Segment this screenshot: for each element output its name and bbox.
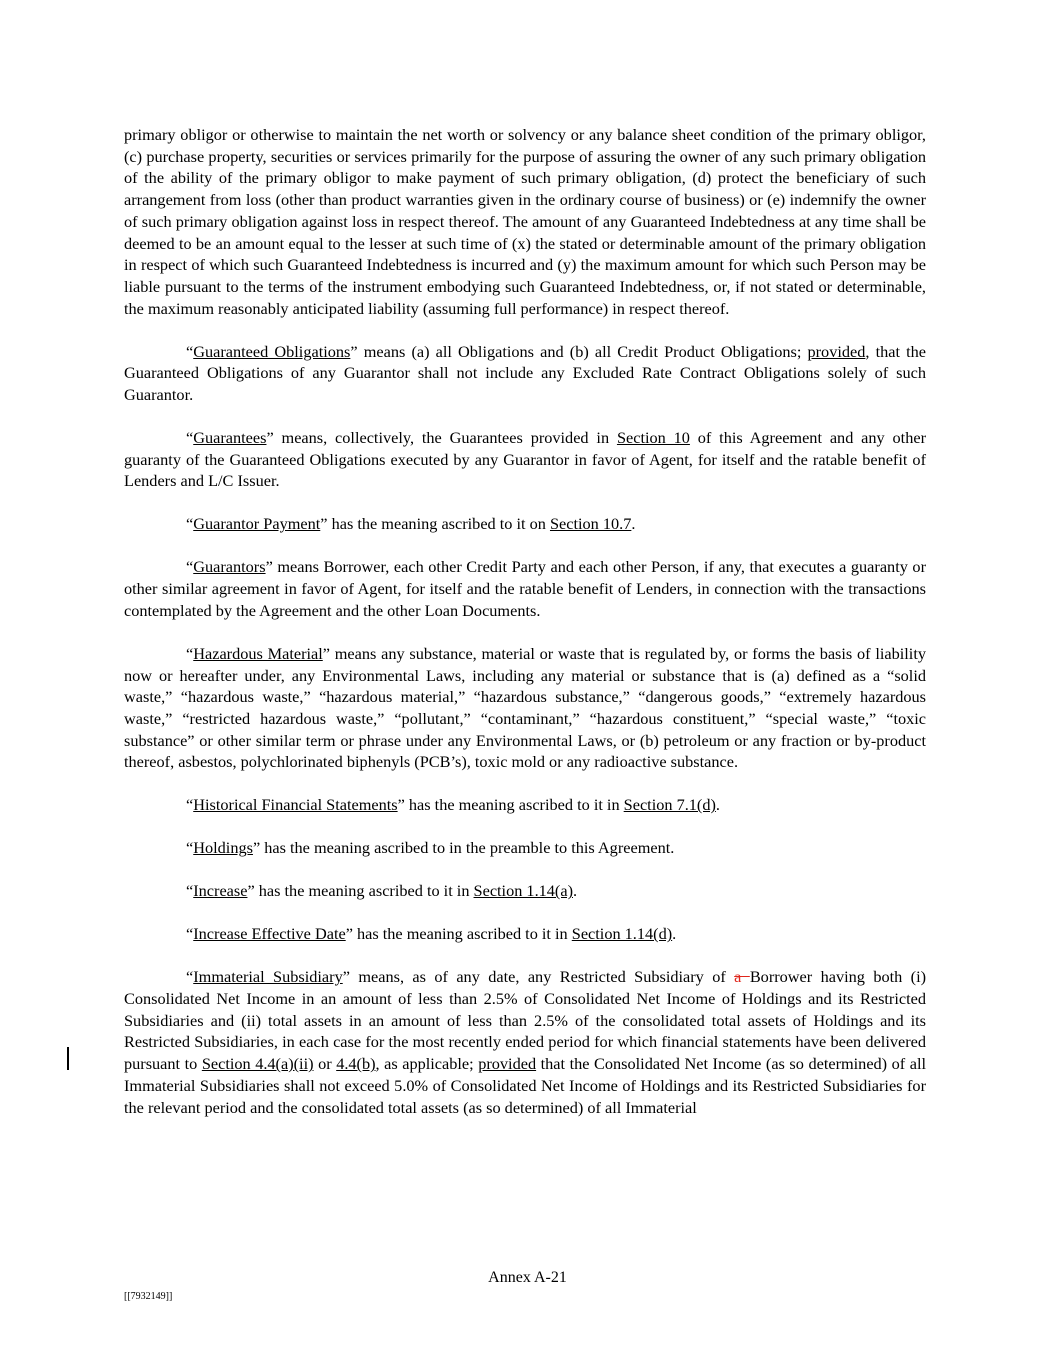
defined-term: Increase xyxy=(193,881,248,901)
open-quote: “ xyxy=(186,557,194,577)
definition-text: ” has the meaning ascribed to it on xyxy=(320,514,550,534)
section-reference: Section 1.14(d) xyxy=(571,924,673,944)
definition-text: ” means any substance, material or waste that is regulated by, or forms the basis of liability now or hereafter under, any Environmental Laws, including any material or substance that is (a) defined as a “solid waste,” “hazardous waste,” “hazardous material,” “hazardous substance,” “dangerous goods,” “extremely hazardous waste,” “restricted hazardous waste,” “pollutant,” “contaminant,” “hazardous constituent,” “special waste,” “toxic substance” or other similar term or phrase under any Environmental Laws, or (b) petroleum or any fraction or by-product thereof, asbestos, polychlorinated biphenyls (PCB’s), toxic mold or any radioactive substance. xyxy=(124,643,926,772)
open-quote: “ xyxy=(186,924,194,944)
definition-text: ” has the meaning ascribed to in the preamble to this Agreement. xyxy=(252,838,675,858)
definition-text: . xyxy=(573,881,578,901)
definition-text: ” means, as of any date, any Restricted Subsidiary of xyxy=(342,967,735,987)
definition-text: . xyxy=(715,795,720,815)
definition-increase-effective-date xyxy=(124,923,926,945)
definition-historical-financial-statements xyxy=(124,794,926,816)
provided-term: provided xyxy=(807,341,866,361)
definition-text: , as applicable; xyxy=(375,1054,479,1074)
section-reference: Section 10 xyxy=(616,428,690,448)
tracked-deletion: a xyxy=(734,967,750,987)
definition-text: ” has the meaning ascribed to it in xyxy=(397,795,624,815)
definition-text: ” means Borrower, each other Credit Party and each other Person, if any, that executes a guaranty or other similar agreement in favor of Agent, for itself and the ratable benefit of Lenders, in connection with the transactions contemplated by the Agreement and the other Loan Documents. xyxy=(124,557,926,620)
definition-guaranteed-obligations xyxy=(124,341,926,406)
defined-term: Guaranteed Obligations xyxy=(193,341,351,361)
definition-text: ” has the meaning ascribed to it in xyxy=(247,881,474,901)
open-quote: “ xyxy=(186,341,194,361)
defined-term: Guarantor Payment xyxy=(193,514,321,534)
open-quote: “ xyxy=(186,795,194,815)
defined-term: Immaterial Subsidiary xyxy=(193,967,343,987)
section-reference: Section 10.7 xyxy=(549,514,632,534)
open-quote: “ xyxy=(186,838,194,858)
definition-text: . xyxy=(672,924,677,944)
definition-guarantors xyxy=(124,556,926,621)
open-quote: “ xyxy=(186,428,194,448)
definition-text: , that the Guaranteed Obligations of any Guarantor shall not include any Excluded Rate Contract Obligations solely of such Guarantor. xyxy=(124,341,926,405)
page-footer-label: Annex A-21 xyxy=(488,1269,567,1286)
section-reference: 4.4(b) xyxy=(336,1054,376,1074)
defined-term: Historical Financial Statements xyxy=(193,795,398,815)
open-quote: “ xyxy=(186,514,194,534)
definition-immaterial-subsidiary xyxy=(124,966,926,1118)
definition-increase xyxy=(124,880,926,902)
definition-text: ” means, collectively, the Guarantees provided in xyxy=(266,428,617,448)
document-id: [[7932149]] xyxy=(124,1291,173,1302)
provided-term: provided xyxy=(478,1054,537,1074)
open-quote: “ xyxy=(186,881,194,901)
paragraph-text: primary obligor or otherwise to maintain the net worth or solvency or any balance sheet condition of the primary obligor, (c) purchase property, securities or services primarily for the purpose of assuring the owner of any such primary obligation of the ability of the primary obligor to make payment of such primary obligation, (d) protect the beneficiary of such arrangement from loss (other than product warranties given in the ordinary course of business) or (e) indemnify the owner of such primary obligation against loss in respect thereof. The amount of any Guaranteed Indebtedness at any time shall be deemed to be an amount equal to the lesser at such time of (x) the stated or determinable amount of the primary obligation in respect of which such Guaranteed Indebtedness is incurred and (y) the maximum amount for which such Person may be liable pursuant to the terms of the instrument embodying such Guaranteed Indebtedness, or, if not stated or determinable, the maximum reasonably anticipated liability (assuming full performance) in respect thereof. xyxy=(124,125,926,318)
defined-term: Increase Effective Date xyxy=(193,924,346,944)
definition-text: ” has the meaning ascribed to it in xyxy=(345,924,572,944)
definition-holdings xyxy=(124,837,926,859)
defined-term: Guarantees xyxy=(193,428,267,448)
defined-term: Holdings xyxy=(193,838,253,858)
document-body xyxy=(124,124,926,1140)
definition-text: of this Agreement and any other guaranty of the Guaranteed Obligations executed by any Guarantor in favor of Agent, for itself and the ratable benefit of Lenders and L/C Issuer. xyxy=(124,428,926,491)
open-quote: “ xyxy=(186,967,194,987)
open-quote: “ xyxy=(186,643,194,663)
paragraph-guaranteed-indebtedness-continued xyxy=(124,124,926,319)
section-reference: Section 1.14(a) xyxy=(473,881,573,901)
definition-text: Borrower having both (i) Consolidated Net Income in an amount of less than 2.5% of Consolidated Net Income of Holdings and its Restricted Subsidiaries and (ii) total assets in an amount of less than 2.5% of the consolidated total assets of Holdings and its Restricted Subsidiaries, in each case for the most recently ended period for which financial statements have been delivered pursuant to xyxy=(124,967,927,1074)
definition-guarantor-payment xyxy=(124,513,926,535)
defined-term: Guarantors xyxy=(193,557,266,577)
definition-hazardous-material xyxy=(124,643,926,773)
defined-term: Hazardous Material xyxy=(193,643,323,663)
section-reference: Section 4.4(a)(ii) xyxy=(201,1054,314,1074)
definition-guarantees xyxy=(124,427,926,492)
definition-text: or xyxy=(313,1054,337,1074)
definition-text: . xyxy=(631,514,636,534)
revision-change-bar xyxy=(67,1047,69,1070)
definition-text: that the Consolidated Net Income (as so determined) of all Immaterial Subsidiaries shall not exceed 5.0% of Consolidated Net Income of Holdings and its Restricted Subsidiaries for the relevant period and the consolidated total assets (as so determined) of all Immaterial xyxy=(124,1054,927,1117)
definition-text: ” means (a) all Obligations and (b) all Credit Product Obligations; xyxy=(350,341,808,361)
section-reference: Section 7.1(d) xyxy=(623,795,716,815)
